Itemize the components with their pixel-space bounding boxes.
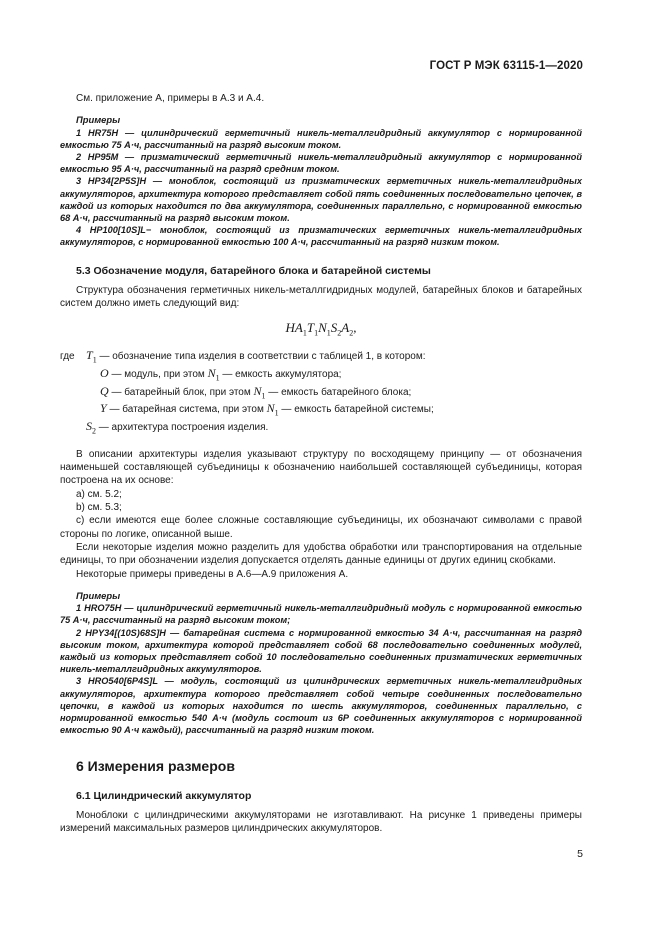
definition-row: Y — батарейная система, при этом $N_1$ — емкость батарейной системы; xyxy=(100,401,434,418)
example-item: 1 HR75H — цилиндрический герметичный никель-металлгидридный аккумулятор с нормированной емкостью 75 А·ч, рассчитанный на разряд высоким током. xyxy=(60,127,582,150)
example-item: 2 HP95M — призматический герметичный никель-металлгидридный аккумулятор с нормированной емкостью 95 А·ч, рассчитанный на разряд средним током. xyxy=(60,152,582,175)
list-item: а) см. 5.2; xyxy=(76,488,122,500)
definition-row: O — модуль, при этом $N_1$ — емкость аккумулятора; xyxy=(100,366,342,383)
example-item: 3 HRO540[6P4S]L — модуль, состоящий из цилиндрических герметичных никель-металлгидридных аккумуляторов, архитектура которого представляет собой четыре соединенных последовательно цепочки, в каждой из которых находится по шесть аккумуляторов, соединенных параллельно, с нормированной емкостью 540 А·ч (модуль состоит из 6Р соединенных аккумуляторов с нормированной емкостью 90 А·ч каждый), рассчитанный на разряд низким током. xyxy=(60,676,582,736)
definition-row: Q — батарейный блок, при этом $N_1$ — емкость батарейного блока; xyxy=(100,383,412,401)
intro-paragraph: См. приложение А, примеры в А.3 и А.4. xyxy=(76,93,265,104)
examples-heading: Примеры xyxy=(76,589,121,601)
section-heading-6-1: 6.1 Цилиндрический аккумулятор xyxy=(76,789,252,802)
example-item: 1 HRO75H — цилиндрический герметичный никель-металлгидридный модуль с нормированной емкостью 75 А·ч, рассчитанный на разряд высоким током; xyxy=(60,603,582,626)
examples-heading: Примеры xyxy=(76,114,121,126)
section-heading-6: 6 Измерения размеров xyxy=(76,758,235,775)
standard-header: ГОСТ Р МЭК 63115-1—2020 xyxy=(429,60,583,72)
definitions-list xyxy=(60,349,582,437)
list-item: с) если имеются еще более сложные составляющие субъединицы, их обозначают символами с правой стороны по логике, описанной выше. xyxy=(60,515,582,540)
example-item: 4 HP100[10S]L− моноблок, состоящий из призматических герметичных никель-металлгидридных аккумуляторов, с нормированной емкостью 100 А·ч, рассчитанный на разряд низким током. xyxy=(60,225,582,248)
where-label: где xyxy=(60,351,75,363)
cylindrical-paragraph: Моноблоки с цилиндрическими аккумуляторами не изготавливают. На рисунке 1 приведены примеры измерений максимальных размеров цилиндрических аккумуляторов. xyxy=(60,809,582,835)
examples-reference: Некоторые примеры приведены в А.6—А.9 приложения А. xyxy=(76,568,349,580)
example-item: 3 HP34[2P5S]H — моноблок, состоящий из призматических герметичных никель-металлгидридных аккумуляторов, архитектура которого представляет собой пять соединенных последовательно цепочек, в каждой из которых находится по два аккумулятора, соединенных параллельно, с нормированной емкостью 68 А·ч, рассчитанный на разряд высоким током. xyxy=(60,176,582,224)
structure-paragraph: Структура обозначения герметичных никель-металлгидридных модулей, батарейных блоков и батарейных систем должно иметь следующий вид: xyxy=(60,284,582,310)
page-content xyxy=(60,92,582,836)
architecture-paragraph: В описании архитектуры изделия указывают структуру по восходящему принципу — от обозначения наименьшей составляющей субъединицы к обозначению наибольшей составляющей субъединицы, которая построена на их основе: xyxy=(60,448,582,487)
designation-formula: $HA_1T_1N_1S_2A_2$, xyxy=(285,319,357,338)
section-heading-5-3: 5.3 Обозначение модуля, батарейного блока и батарейной системы xyxy=(76,264,431,277)
page-number: 5 xyxy=(577,848,583,860)
brackets-paragraph: Если некоторые изделия можно разделить для удобства обработки или транспортирования на отдельные единицы, то при обозначении изделия допускается отделять данные единицы от других единиц скобками. xyxy=(60,541,582,567)
definition-row: $S_2$ — архитектура построения изделия. xyxy=(86,419,269,436)
definition-row: где $T_1$ — обозначение типа изделия в соответствии с таблицей 1, в котором: xyxy=(60,348,426,365)
list-item: b) см. 5.3; xyxy=(76,502,122,514)
example-item: 2 HPY34[(10S)68S]H — батарейная система с нормированной емкостью 34 А·ч, рассчитанная на разряд высоким током, архитектура которой представляет собой 68 последовательно соединенных модулей, каждый из которых представляет собой 10 последовательно соединенных призматических герметичных никель-металлгидридных аккумуляторов. xyxy=(60,627,582,675)
